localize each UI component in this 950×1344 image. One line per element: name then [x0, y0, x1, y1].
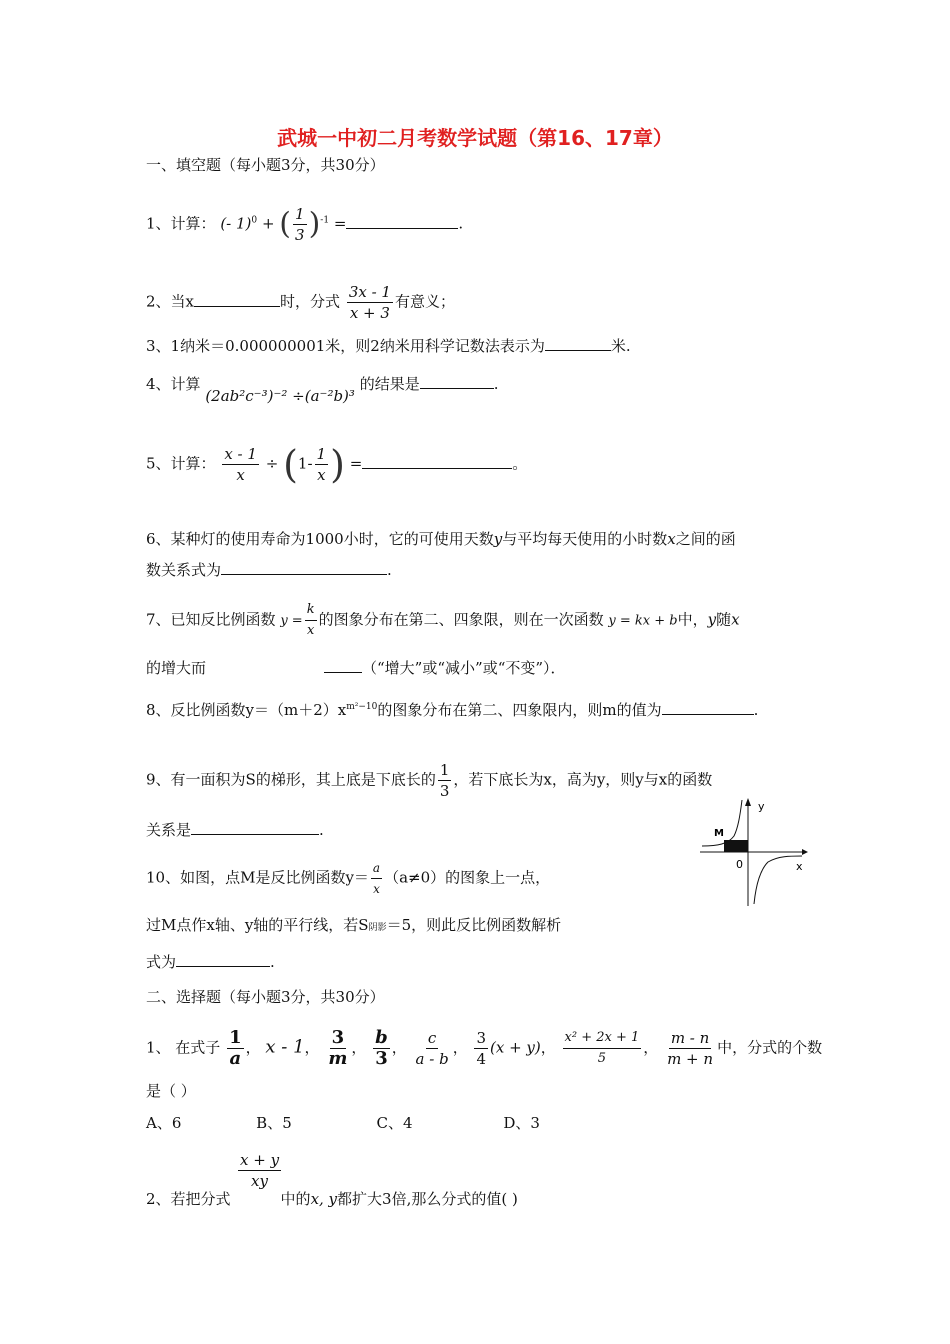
question-7-line-2: 的增大而 （“增大”或“减小”或“不变”）．: [146, 656, 566, 679]
point-m-label: M: [714, 828, 724, 839]
option-d[interactable]: D、3: [503, 1114, 540, 1132]
answer-blank[interactable]: [176, 950, 270, 967]
question-9-line-2: 关系是 .: [146, 818, 324, 841]
origin-label: 0: [736, 858, 743, 871]
question-10-line-3: 式为 .: [146, 950, 275, 973]
question-3: 3、1纳米＝0.000000001米，则2纳米用科学记数法表示为 米.: [146, 334, 631, 357]
question-5: 5、计算： $\frac{x - 1}{x}$ ÷ (1- $\frac{1}{x}$ ) = 。: [146, 442, 528, 487]
answer-blank[interactable]: [662, 698, 754, 715]
question-2: 2、当x 时，分式 $\frac{3x - 1}{x + 3}$ 有意义；: [146, 283, 455, 322]
answer-blank[interactable]: [191, 818, 319, 835]
question-4: 4、计算 (2ab²c⁻³)⁻² ÷(a⁻²b)³ 的结果是 .: [146, 372, 499, 395]
choice-question-2: 2、若把分式 中的x, y都扩大3倍,那么分式的值( ): [146, 1190, 518, 1208]
question-6-line-2: 数关系式为 .: [146, 558, 392, 581]
x-axis-arrow: [802, 849, 808, 855]
question-9: 9、有一面积为S的梯形，其上底是下底长的 $\frac{1}{3}$ ，若下底长为x，高为y，则y与x的函数: [146, 761, 713, 800]
choice-question-1-line-2: 是（ ）: [146, 1082, 196, 1100]
answer-blank[interactable]: [194, 290, 280, 307]
answer-blank[interactable]: [221, 558, 387, 575]
upper-left-branch: [702, 800, 742, 846]
answer-blank[interactable]: [362, 452, 512, 469]
x-label: x: [796, 860, 803, 873]
y-label: y: [758, 800, 765, 813]
inverse-function-graph: [698, 794, 810, 910]
answer-blank[interactable]: [346, 212, 458, 229]
option-b[interactable]: B、5: [256, 1114, 292, 1132]
question-7: 7、已知反比例函数 y = $\frac{k}{x}$ 的图象分布在第二、四象限，则在一次函数 y = kx + b中，y随x: [146, 602, 740, 638]
answer-blank[interactable]: [420, 372, 494, 389]
question-8: 8、反比例函数$y=(m+2)x^{m^2-10}$的图象分布在第二、四象限内，则m的值为 .: [146, 696, 758, 721]
choice-question-1: 1、 在式子 $\frac{1}{a}$ ， x - 1， $\frac{3}{m}$ ， $\frac{b}{3}$ ， $\frac{c}{a - b}$ ， $\frac{3}{4}$ (x + y)， $\frac{\text{x² + 2x + 1}}{5}$ ， $\frac{m - n}{m + n}$ 中，分式的个数: [146, 1027, 823, 1069]
question-1: 1、计算： (- 1)$^0$ + ( $\frac{1}{3}$ )$^{-1}$ = .: [146, 205, 464, 244]
page-title: 武城一中初二月考数学试题（第16、17章）: [277, 126, 673, 150]
choice-question-1-options: [146, 1112, 540, 1134]
y-axis-arrow: [745, 798, 751, 806]
lower-right-branch: [754, 856, 802, 904]
question-10: 10、如图，点M是反比例函数y＝ $\frac{a}{x}$ （a≠0）的图象上一点，: [146, 858, 550, 899]
answer-blank[interactable]: [324, 656, 362, 673]
option-c[interactable]: C、4: [376, 1114, 413, 1132]
choice-question-2-fraction: $\frac{x + y}{xy}$: [240, 1151, 280, 1190]
question-6: 6、某种灯的使用寿命为1000小时，它的可使用天数y与平均每天使用的小时数x之间的函: [146, 530, 736, 548]
question-10-line-2: 过M点作x轴、y轴的平行线，若S阴影＝5，则此反比例函数解析: [146, 916, 562, 934]
section-fill-header: 一、填空题（每小题3分，共30分）: [146, 156, 385, 174]
answer-blank[interactable]: [545, 334, 611, 351]
section-choice-header: 二、选择题（每小题3分，共30分）: [146, 988, 385, 1006]
option-a[interactable]: A、6: [146, 1114, 182, 1132]
